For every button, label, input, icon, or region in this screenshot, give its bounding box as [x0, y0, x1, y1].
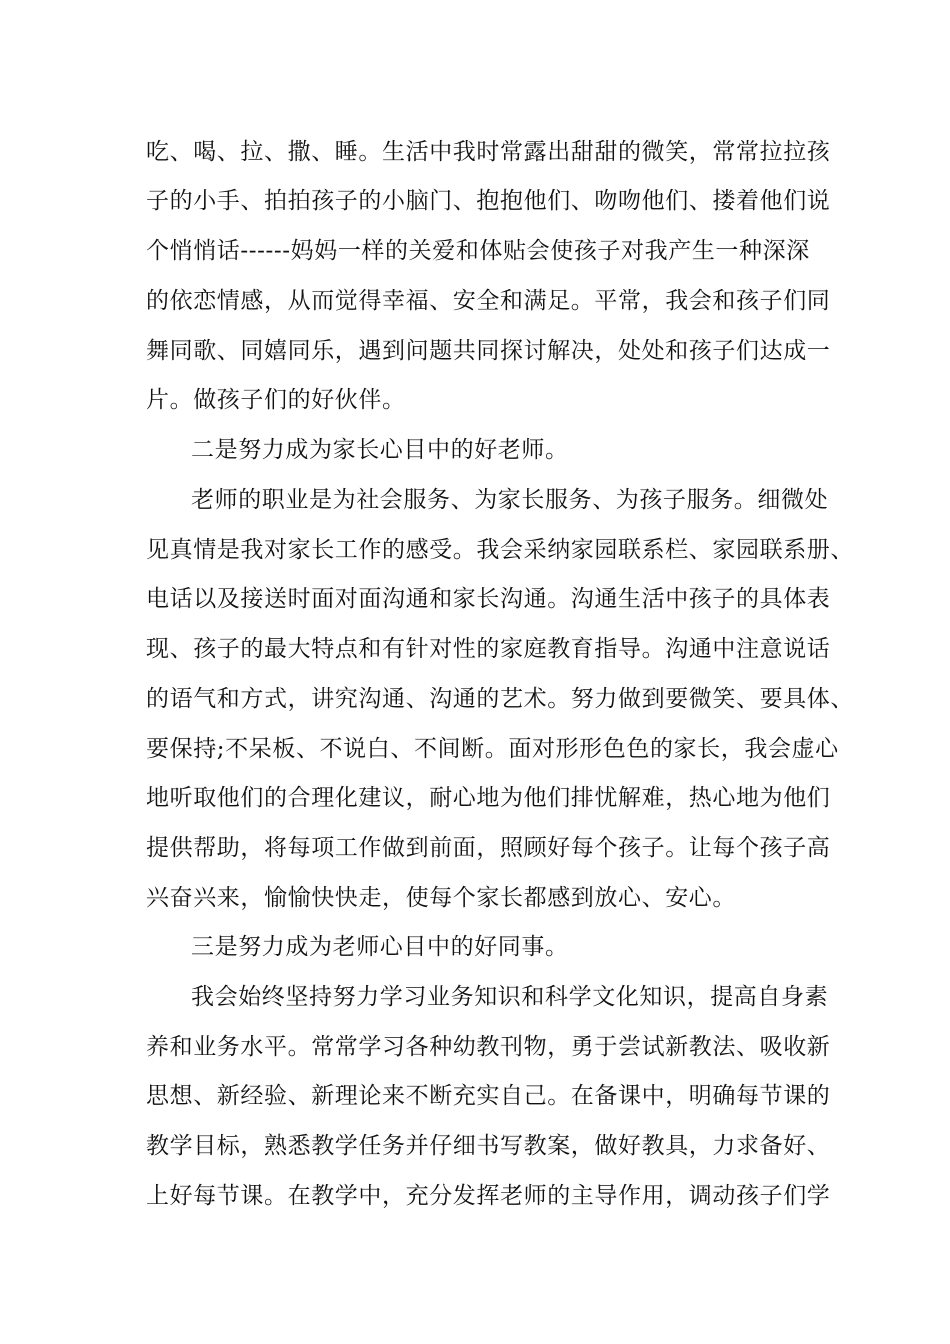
paragraph-line: 个悄悄话------妈妈一样的关爱和体贴会使孩子对我产生一种深深: [146, 238, 810, 264]
paragraph-line: 要保持;不呆板、不说白、不间断。面对形形色色的家长，我会虚心: [146, 736, 839, 762]
paragraph-line: 片。做孩子们的好伙伴。: [146, 387, 406, 413]
paragraph-line: 老师的职业是为社会服务、为家长服务、为孩子服务。细微处: [191, 487, 829, 513]
section-heading: 三是努力成为老师心目中的好同事。: [191, 934, 569, 960]
paragraph-line: 子的小手、拍拍孩子的小脑门、抱抱他们、吻吻他们、搂着他们说: [146, 188, 831, 214]
paragraph-line: 提供帮助，将每项工作做到前面，照顾好每个孩子。让每个孩子高: [146, 835, 831, 861]
paragraph-line: 舞同歌、同嬉同乐，遇到问题共同探讨解决，处处和孩子们达成一: [146, 338, 831, 364]
paragraph-line: 吃、喝、拉、撒、睡。生活中我时常露出甜甜的微笑，常常拉拉孩: [146, 139, 831, 165]
paragraph-line: 思想、新经验、新理论来不断充实自己。在备课中，明确每节课的: [146, 1083, 831, 1109]
paragraph-line: 的依恋情感，从而觉得幸福、安全和满足。平常，我会和孩子们同: [146, 288, 831, 314]
paragraph-line: 我会始终坚持努力学习业务知识和科学文化知识，提高自身素: [191, 984, 829, 1010]
paragraph-line: 上好每节课。在教学中，充分发挥老师的主导作用，调动孩子们学: [146, 1183, 831, 1209]
paragraph-line: 电话以及接送时面对面沟通和家长沟通。沟通生活中孩子的具体表: [146, 586, 831, 612]
paragraph-line: 的语气和方式，讲究沟通、沟通的艺术。努力做到要微笑、要具体、: [146, 686, 854, 712]
paragraph-line: 见真情是我对家长工作的感受。我会采纳家园联系栏、家园联系册、: [146, 537, 854, 563]
paragraph-line: 地听取他们的合理化建议，耐心地为他们排忧解难，热心地为他们: [146, 785, 831, 811]
paragraph-line: 兴奋兴来，愉愉快快走，使每个家长都感到放心、安心。: [146, 885, 736, 911]
paragraph-line: 养和业务水平。常常学习各种幼教刊物，勇于尝试新教法、吸收新: [146, 1034, 831, 1060]
paragraph-line: 现、孩子的最大特点和有针对性的家庭教育指导。沟通中注意说话: [146, 636, 831, 662]
section-heading: 二是努力成为家长心目中的好老师。: [191, 437, 569, 463]
paragraph-line: 教学目标，熟悉教学任务并仔细书写教案，做好教具，力求备好、: [146, 1133, 831, 1159]
